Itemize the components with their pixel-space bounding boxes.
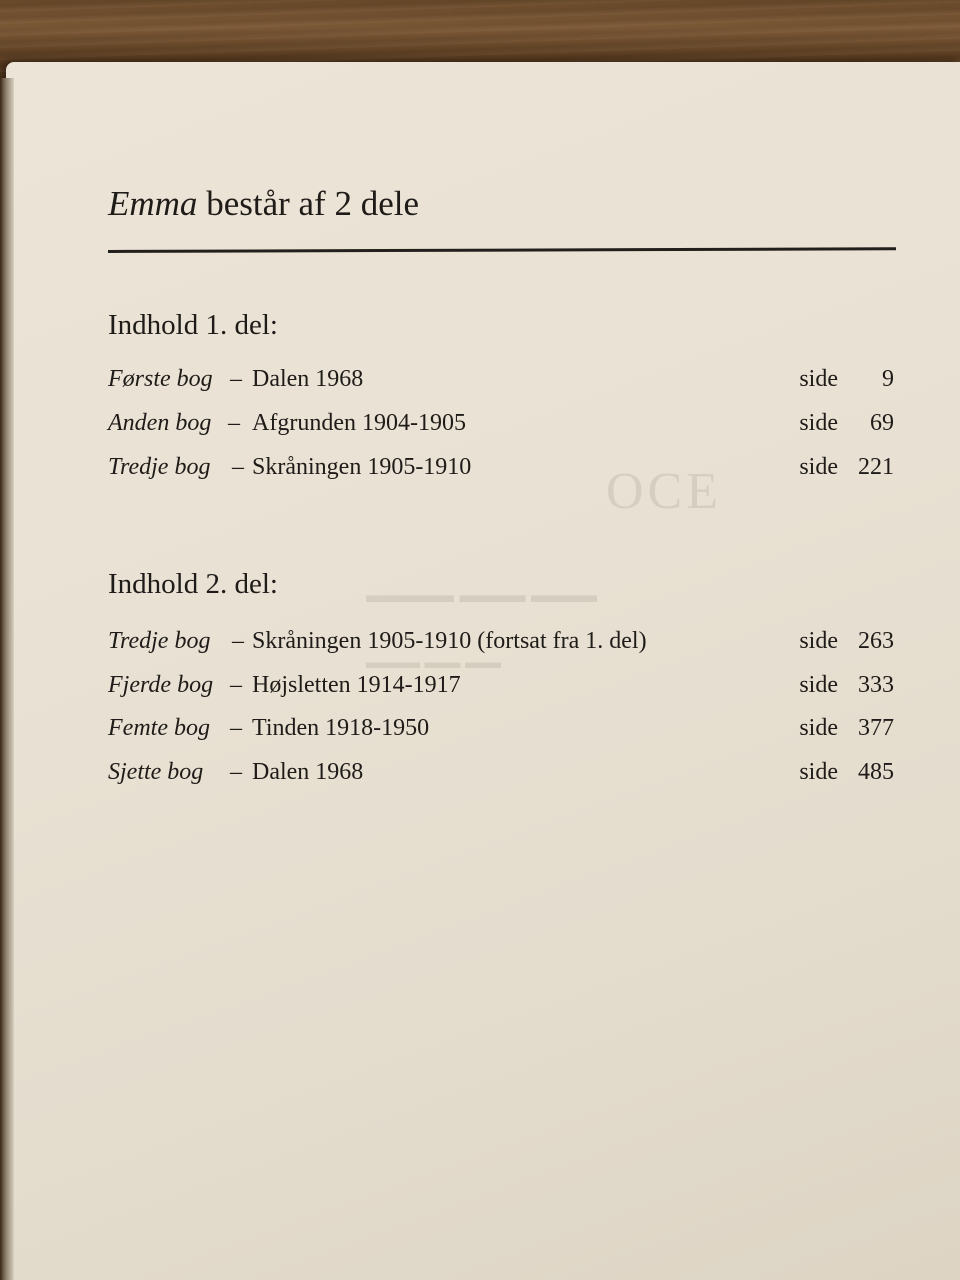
toc-row bbox=[108, 715, 894, 751]
book-name: Tredje bog bbox=[108, 454, 211, 480]
page-number: 263 bbox=[858, 628, 894, 654]
book-name: Tredje bog bbox=[108, 628, 211, 654]
part1-heading: Indhold 1. del: bbox=[108, 309, 278, 341]
show-through-text-decoration: ▬▬▬ ▬▬ ▬▬ bbox=[366, 652, 501, 672]
book-name: Første bog bbox=[108, 366, 213, 392]
show-through-text-decoration: ▬▬▬▬ ▬▬▬ ▬▬▬ bbox=[366, 582, 597, 607]
toc-row bbox=[108, 759, 894, 795]
side-label: side bbox=[799, 715, 838, 741]
toc-row bbox=[108, 410, 894, 446]
page-reference bbox=[799, 715, 894, 742]
page-reference bbox=[799, 454, 894, 481]
show-through-text-decoration: OCE bbox=[606, 463, 722, 520]
toc-row bbox=[108, 628, 894, 664]
page-reference bbox=[799, 672, 894, 699]
page-reference bbox=[799, 628, 894, 655]
page-reference bbox=[799, 366, 894, 393]
side-label: side bbox=[799, 628, 838, 654]
page-number: 69 bbox=[870, 410, 894, 436]
title-rest: består af 2 dele bbox=[206, 184, 419, 223]
book-name: Anden bog bbox=[108, 410, 212, 436]
page-reference bbox=[799, 410, 894, 437]
side-label: side bbox=[799, 672, 838, 698]
side-label: side bbox=[799, 366, 838, 392]
chapter-title: Dalen 1968 bbox=[252, 366, 364, 392]
book-name: Fjerde bog bbox=[108, 672, 214, 698]
part2-heading: Indhold 2. del: bbox=[108, 568, 278, 600]
page-number: 221 bbox=[858, 454, 894, 480]
title-italic: Emma bbox=[108, 184, 198, 223]
page-title bbox=[108, 184, 419, 224]
side-label: side bbox=[799, 454, 838, 480]
dash: – bbox=[230, 672, 242, 698]
page-number: 9 bbox=[882, 366, 894, 392]
dash: – bbox=[228, 410, 240, 436]
page-number: 485 bbox=[858, 759, 894, 785]
book-name: Femte bog bbox=[108, 715, 210, 741]
toc-row bbox=[108, 672, 894, 708]
chapter-title: Skråningen 1905-1910 (fortsat fra 1. del) bbox=[252, 628, 647, 654]
toc-row bbox=[108, 366, 894, 402]
chapter-title: Afgrunden 1904-1905 bbox=[252, 410, 466, 436]
dash: – bbox=[232, 628, 244, 654]
side-label: side bbox=[799, 759, 838, 785]
toc-row bbox=[108, 454, 894, 490]
chapter-title: Højsletten 1914-1917 bbox=[252, 672, 461, 698]
page-number: 377 bbox=[858, 715, 894, 741]
chapter-title: Dalen 1968 bbox=[252, 759, 364, 785]
dash: – bbox=[230, 366, 242, 392]
chapter-title: Tinden 1918-1950 bbox=[252, 715, 430, 741]
dash: – bbox=[232, 454, 244, 480]
book-page bbox=[6, 62, 960, 1280]
page-edge bbox=[0, 78, 14, 1280]
dash: – bbox=[230, 759, 242, 785]
side-label: side bbox=[799, 410, 838, 436]
page-number: 333 bbox=[858, 672, 894, 698]
dash: – bbox=[230, 715, 242, 741]
chapter-title: Skråningen 1905-1910 bbox=[252, 454, 472, 480]
page-reference bbox=[799, 759, 894, 786]
book-name: Sjette bog bbox=[108, 759, 204, 785]
